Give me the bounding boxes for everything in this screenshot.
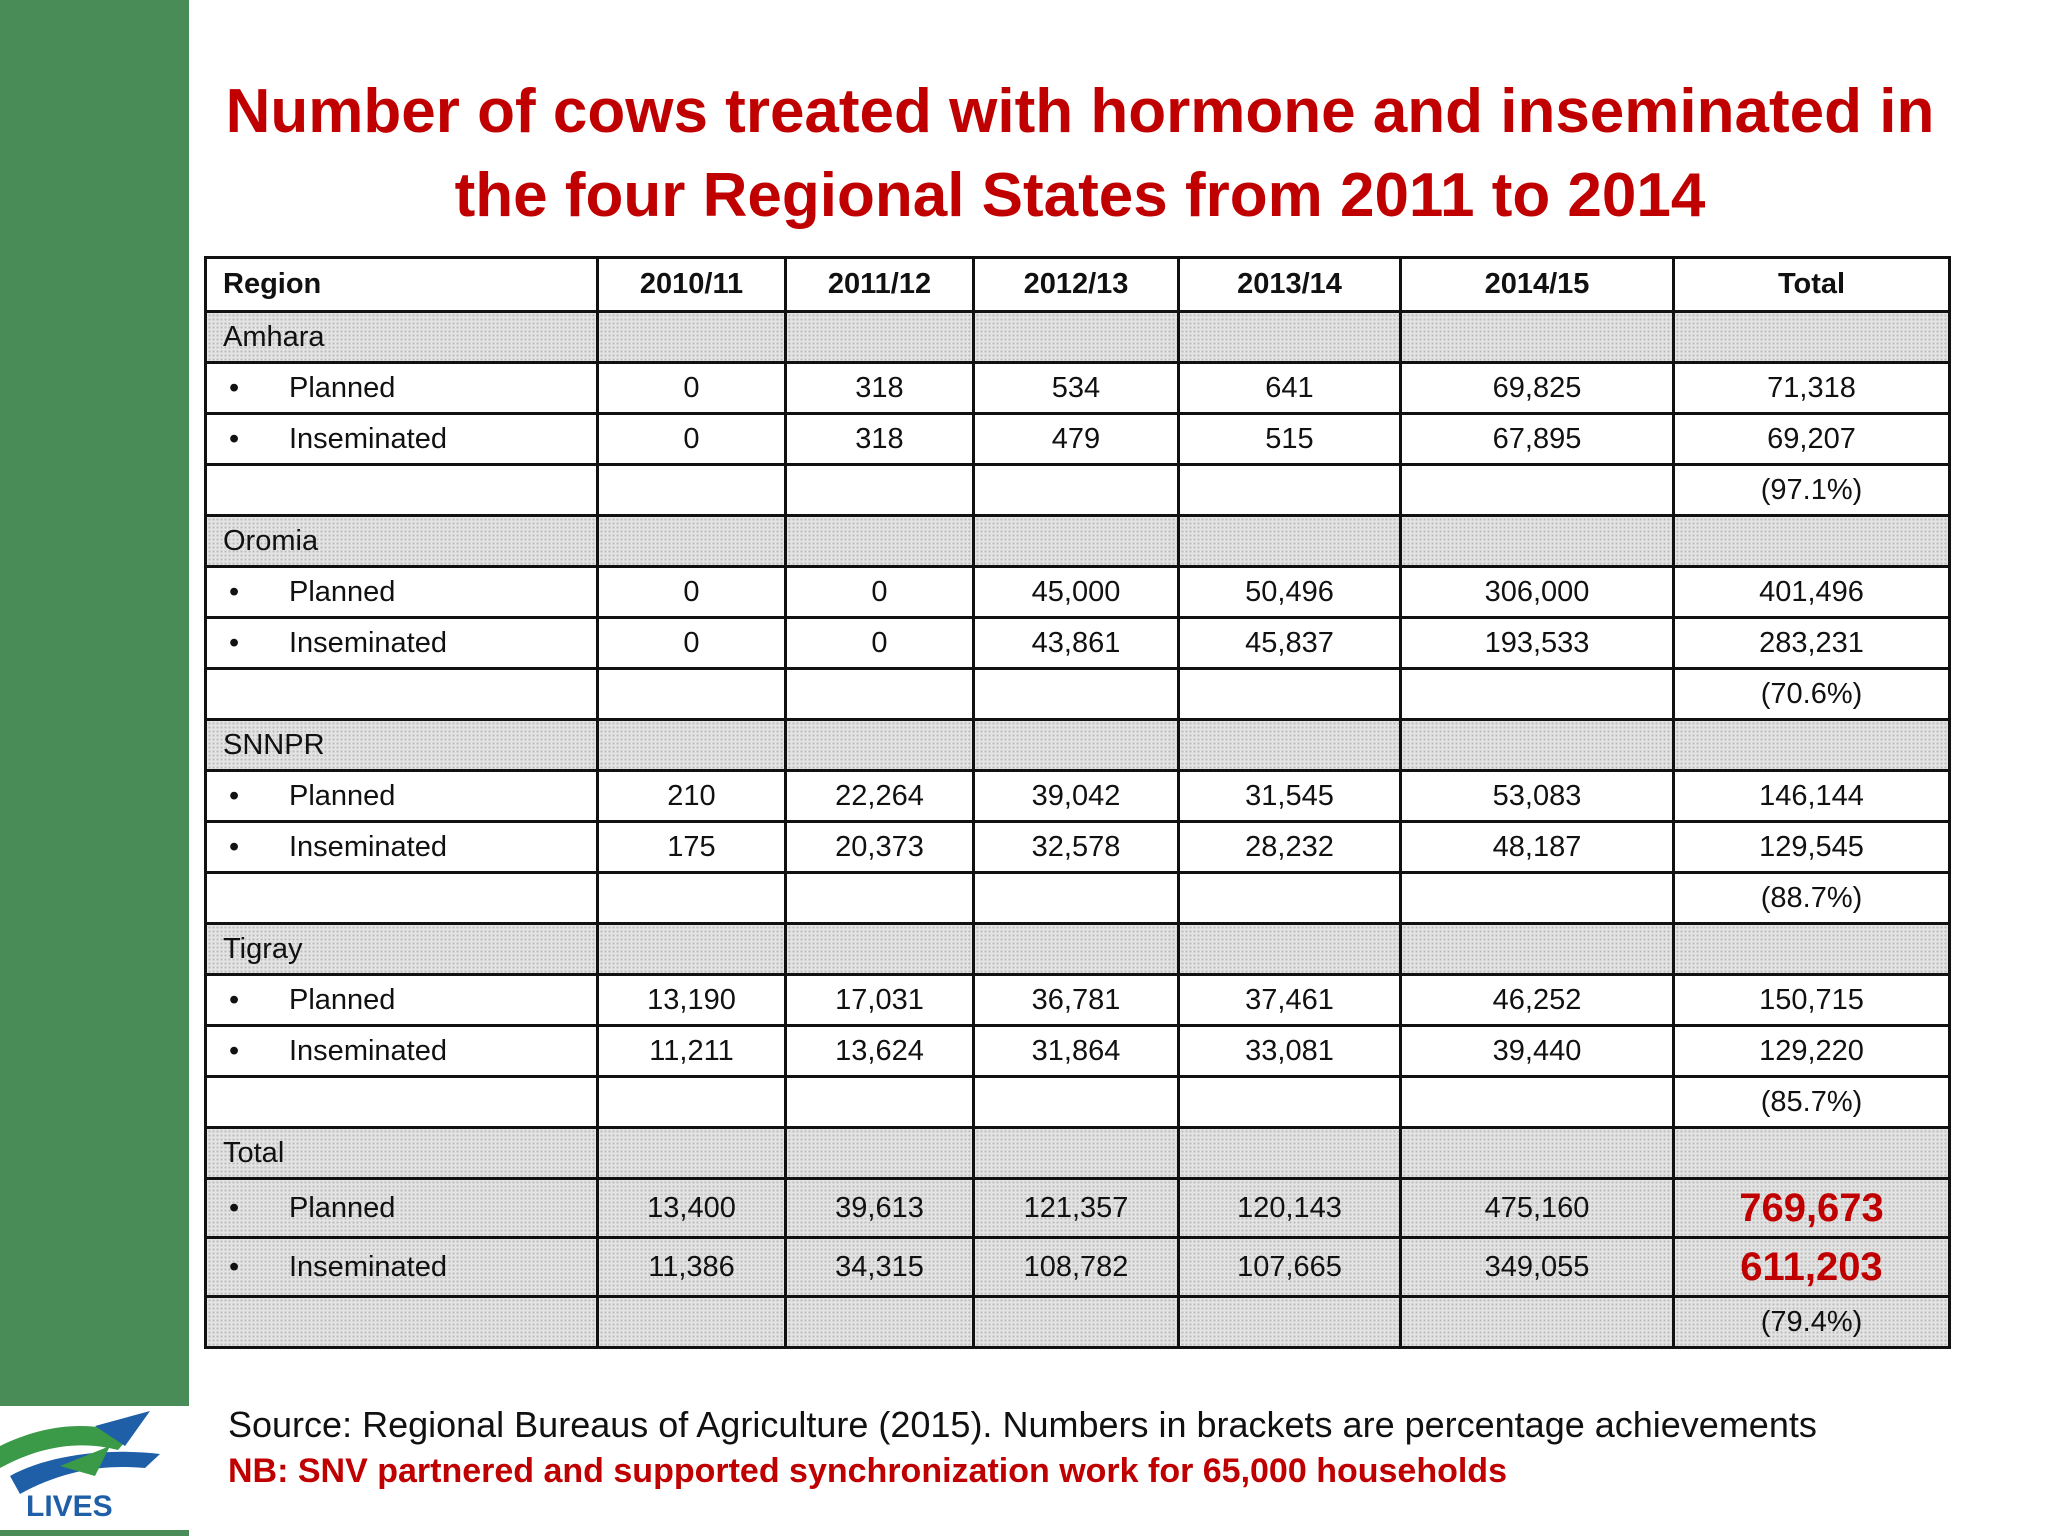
header-2014-15: 2014/15 <box>1401 258 1674 312</box>
percentage-achievement: (79.4%) <box>1674 1297 1950 1348</box>
empty-cell <box>598 1077 786 1128</box>
value-cell: 22,264 <box>786 771 974 822</box>
empty-cell <box>786 312 974 363</box>
empty-cell <box>786 669 974 720</box>
insemination-table <box>204 256 1951 1349</box>
table-row-pct <box>206 465 1950 516</box>
value-cell: 69,825 <box>1401 363 1674 414</box>
header-2010-11: 2010/11 <box>598 258 786 312</box>
empty-cell <box>598 669 786 720</box>
percentage-achievement: (85.7%) <box>1674 1077 1950 1128</box>
header-2011-12: 2011/12 <box>786 258 974 312</box>
bullet-icon: • <box>229 626 240 659</box>
row-label <box>206 618 598 669</box>
empty-cell <box>1674 924 1950 975</box>
empty-cell <box>974 873 1179 924</box>
empty-cell <box>1401 669 1674 720</box>
value-cell: 401,496 <box>1674 567 1950 618</box>
value-cell: 306,000 <box>1401 567 1674 618</box>
region-label: SNNPR <box>206 720 598 771</box>
lives-logo <box>0 1406 189 1536</box>
empty-cell <box>1401 924 1674 975</box>
empty-cell <box>598 873 786 924</box>
value-cell: 48,187 <box>1401 822 1674 873</box>
empty-cell <box>974 465 1179 516</box>
percentage-achievement: (70.6%) <box>1674 669 1950 720</box>
value-cell: 349,055 <box>1401 1238 1674 1297</box>
value-cell: 71,318 <box>1674 363 1950 414</box>
row-label-text: Inseminated <box>289 422 447 455</box>
empty-cell <box>786 1128 974 1179</box>
empty-cell <box>786 465 974 516</box>
value-cell: 534 <box>974 363 1179 414</box>
bullet-icon: • <box>229 1191 240 1224</box>
value-cell: 129,220 <box>1674 1026 1950 1077</box>
value-cell: 17,031 <box>786 975 974 1026</box>
empty-cell <box>1179 924 1401 975</box>
empty-cell <box>1401 1297 1674 1348</box>
empty-cell <box>1401 516 1674 567</box>
value-cell <box>1674 1238 1950 1297</box>
empty-cell <box>974 720 1179 771</box>
value-cell: 36,781 <box>974 975 1179 1026</box>
row-label-text: Inseminated <box>289 830 447 863</box>
table-row-region <box>206 924 1950 975</box>
value-cell: 28,232 <box>1179 822 1401 873</box>
empty-cell <box>974 1297 1179 1348</box>
table-row-data <box>206 1026 1950 1077</box>
header-total: Total <box>1674 258 1950 312</box>
value-cell: 11,211 <box>598 1026 786 1077</box>
bullet-icon: • <box>229 1034 240 1067</box>
table-row-region <box>206 312 1950 363</box>
region-label: Tigray <box>206 924 598 975</box>
table-row-data <box>206 363 1950 414</box>
header-2012-13: 2012/13 <box>974 258 1179 312</box>
empty-cell <box>786 1077 974 1128</box>
empty-cell <box>974 669 1179 720</box>
value-cell: 475,160 <box>1401 1179 1674 1238</box>
green-sidebar <box>0 0 189 1406</box>
percentage-achievement: (97.1%) <box>1674 465 1950 516</box>
empty-cell <box>786 873 974 924</box>
row-label <box>206 1179 598 1238</box>
empty-cell <box>1179 465 1401 516</box>
value-cell: 120,143 <box>1179 1179 1401 1238</box>
bullet-icon: • <box>229 1250 240 1283</box>
value-cell: 0 <box>598 567 786 618</box>
empty-cell <box>598 516 786 567</box>
row-label <box>206 567 598 618</box>
row-label <box>206 363 598 414</box>
row-label <box>206 1026 598 1077</box>
empty-cell <box>598 720 786 771</box>
table-row-totalpct <box>206 1297 1950 1348</box>
table-row-region <box>206 720 1950 771</box>
empty-cell <box>598 312 786 363</box>
empty-cell <box>598 1297 786 1348</box>
row-label-text: Inseminated <box>289 1034 447 1067</box>
table-row-data <box>206 975 1950 1026</box>
value-cell: 129,545 <box>1674 822 1950 873</box>
value-cell: 193,533 <box>1401 618 1674 669</box>
empty-cell <box>786 516 974 567</box>
svg-text:LIVES: LIVES <box>26 1490 113 1523</box>
empty-cell <box>206 1077 598 1128</box>
value-cell: 31,545 <box>1179 771 1401 822</box>
bullet-icon: • <box>229 779 240 812</box>
region-label: Oromia <box>206 516 598 567</box>
empty-cell <box>598 1128 786 1179</box>
row-label-text: Planned <box>289 779 396 812</box>
empty-cell <box>1179 1128 1401 1179</box>
lives-logo-graphic <box>0 1406 189 1530</box>
empty-cell <box>1179 1077 1401 1128</box>
bullet-icon: • <box>229 371 240 404</box>
value-cell: 39,042 <box>974 771 1179 822</box>
table-row-data <box>206 822 1950 873</box>
table-row-pct <box>206 873 1950 924</box>
table-header-row <box>206 258 1950 312</box>
row-label-text: Planned <box>289 575 396 608</box>
source-note: Source: Regional Bureaus of Agriculture (2015). Numbers in brackets are percentage achievements <box>228 1404 1817 1445</box>
value-cell: 20,373 <box>786 822 974 873</box>
bullet-icon: • <box>229 422 240 455</box>
empty-cell <box>1401 1128 1674 1179</box>
empty-cell <box>1179 1297 1401 1348</box>
value-cell: 67,895 <box>1401 414 1674 465</box>
empty-cell <box>1179 669 1401 720</box>
empty-cell <box>1674 1128 1950 1179</box>
row-label <box>206 975 598 1026</box>
header-region: Region <box>206 258 598 312</box>
row-label-text: Planned <box>289 983 396 1016</box>
value-cell: 46,252 <box>1401 975 1674 1026</box>
value-cell: 0 <box>786 567 974 618</box>
value-cell: 515 <box>1179 414 1401 465</box>
nb-note: NB: SNV partnered and supported synchronization work for 65,000 households <box>228 1452 1507 1490</box>
table-row-data <box>206 771 1950 822</box>
value-cell: 283,231 <box>1674 618 1950 669</box>
empty-cell <box>598 465 786 516</box>
grand-total-value: 611,203 <box>1740 1244 1883 1289</box>
empty-cell <box>206 1297 598 1348</box>
row-label <box>206 771 598 822</box>
empty-cell <box>1179 873 1401 924</box>
value-cell: 0 <box>598 618 786 669</box>
empty-cell <box>974 1128 1179 1179</box>
value-cell: 11,386 <box>598 1238 786 1297</box>
logo-bottom-bar <box>0 1530 189 1536</box>
value-cell: 32,578 <box>974 822 1179 873</box>
value-cell: 31,864 <box>974 1026 1179 1077</box>
table-row-data <box>206 414 1950 465</box>
value-cell: 13,624 <box>786 1026 974 1077</box>
value-cell: 121,357 <box>974 1179 1179 1238</box>
empty-cell <box>206 465 598 516</box>
empty-cell <box>206 669 598 720</box>
table-row-data <box>206 567 1950 618</box>
value-cell: 318 <box>786 363 974 414</box>
value-cell: 33,081 <box>1179 1026 1401 1077</box>
value-cell: 13,400 <box>598 1179 786 1238</box>
region-label: Amhara <box>206 312 598 363</box>
value-cell: 34,315 <box>786 1238 974 1297</box>
value-cell: 37,461 <box>1179 975 1401 1026</box>
value-cell: 479 <box>974 414 1179 465</box>
value-cell <box>1674 1179 1950 1238</box>
value-cell: 53,083 <box>1401 771 1674 822</box>
row-label-text: Planned <box>289 1191 396 1224</box>
value-cell: 150,715 <box>1674 975 1950 1026</box>
value-cell: 0 <box>598 414 786 465</box>
empty-cell <box>1401 1077 1674 1128</box>
empty-cell <box>1179 312 1401 363</box>
value-cell: 69,207 <box>1674 414 1950 465</box>
empty-cell <box>1401 312 1674 363</box>
empty-cell <box>786 720 974 771</box>
empty-cell <box>974 1077 1179 1128</box>
region-label: Total <box>206 1128 598 1179</box>
slide-title: Number of cows treated with hormone and inseminated in the four Regional States from 2011 to 2014 <box>225 77 1935 230</box>
row-label-text: Inseminated <box>289 1250 447 1283</box>
empty-cell <box>206 873 598 924</box>
value-cell: 45,837 <box>1179 618 1401 669</box>
value-cell: 45,000 <box>974 567 1179 618</box>
value-cell: 175 <box>598 822 786 873</box>
value-cell: 13,190 <box>598 975 786 1026</box>
empty-cell <box>598 924 786 975</box>
value-cell: 108,782 <box>974 1238 1179 1297</box>
empty-cell <box>1401 720 1674 771</box>
percentage-achievement: (88.7%) <box>1674 873 1950 924</box>
bullet-icon: • <box>229 575 240 608</box>
empty-cell <box>786 1297 974 1348</box>
table-row-data <box>206 618 1950 669</box>
value-cell: 39,613 <box>786 1179 974 1238</box>
empty-cell <box>974 312 1179 363</box>
row-label-text: Planned <box>289 371 396 404</box>
value-cell: 146,144 <box>1674 771 1950 822</box>
row-label <box>206 414 598 465</box>
value-cell: 107,665 <box>1179 1238 1401 1297</box>
bullet-icon: • <box>229 830 240 863</box>
table-row-pct <box>206 669 1950 720</box>
value-cell: 50,496 <box>1179 567 1401 618</box>
empty-cell <box>1179 516 1401 567</box>
table-body <box>206 312 1950 1348</box>
value-cell: 641 <box>1179 363 1401 414</box>
row-label <box>206 822 598 873</box>
value-cell: 43,861 <box>974 618 1179 669</box>
grand-total-value: 769,673 <box>1739 1185 1884 1230</box>
empty-cell <box>974 924 1179 975</box>
empty-cell <box>1401 873 1674 924</box>
empty-cell <box>974 516 1179 567</box>
empty-cell <box>786 924 974 975</box>
value-cell: 39,440 <box>1401 1026 1674 1077</box>
value-cell: 0 <box>786 618 974 669</box>
table-row-region <box>206 1128 1950 1179</box>
table-row-region <box>206 516 1950 567</box>
header-2013-14: 2013/14 <box>1179 258 1401 312</box>
empty-cell <box>1674 312 1950 363</box>
empty-cell <box>1674 516 1950 567</box>
value-cell: 210 <box>598 771 786 822</box>
table-row-total <box>206 1238 1950 1297</box>
row-label <box>206 1238 598 1297</box>
row-label-text: Inseminated <box>289 626 447 659</box>
value-cell: 0 <box>598 363 786 414</box>
empty-cell <box>1401 465 1674 516</box>
table-row-pct <box>206 1077 1950 1128</box>
empty-cell <box>1179 720 1401 771</box>
empty-cell <box>1674 720 1950 771</box>
value-cell: 318 <box>786 414 974 465</box>
table-row-total <box>206 1179 1950 1238</box>
bullet-icon: • <box>229 983 240 1016</box>
